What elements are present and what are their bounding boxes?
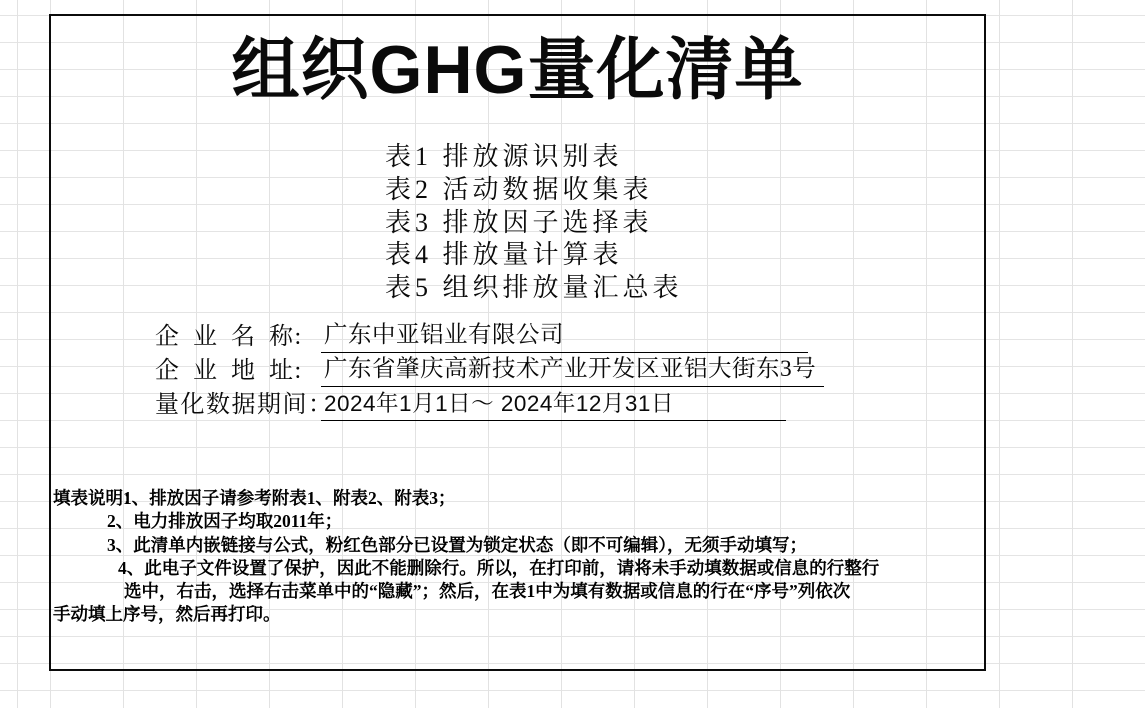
- grid-column-divider: [17, 0, 18, 708]
- instructions-heading: 填表说明：: [53, 488, 141, 508]
- toc-item: 表1 排放源识别表: [385, 142, 623, 171]
- field-row: [155, 354, 824, 388]
- field-label: 企 业 名 称:: [155, 324, 303, 350]
- field-label: 企 业 地 址:: [155, 358, 303, 384]
- table-of-contents: [385, 141, 683, 305]
- field-value-cell[interactable]: 广东中亚铝业有限公司: [321, 320, 808, 353]
- field-value-cell[interactable]: 2024年1月1日～ 2024年12月31日: [321, 388, 786, 421]
- toc-item: 表5 组织排放量汇总表: [385, 273, 683, 303]
- instruction-line: 3、此清单内嵌链接与公式，粉红色部分已设置为锁定状态（即不可编辑），无须手动填写；: [107, 534, 807, 555]
- toc-item: 表2 活动数据收集表: [385, 174, 653, 204]
- field-row: [155, 320, 824, 354]
- instruction-line: 1、排放因子请参考附表1、附表2、附表3；: [123, 488, 456, 508]
- toc-item: 表3 排放因子选择表: [385, 207, 653, 237]
- field-row: [155, 388, 824, 422]
- field-label: 量化数据期间：: [155, 392, 334, 418]
- instruction-line: 4、此电子文件设置了保护，因此不能删除行。所以，在打印前，请将未手动填数据或信息的行整行: [118, 557, 880, 578]
- instruction-line: 手动填上序号，然后再打印。: [53, 604, 281, 625]
- company-info-fields: [155, 320, 824, 422]
- instruction-line: 选中，右击，选择右击菜单中的“隐藏”；然后，在表1中为填有数据或信息的行在“序号”列依次: [124, 581, 851, 602]
- instruction-line: 2、电力排放因子均取2011年；: [107, 511, 343, 532]
- toc-item: 表4 排放量计算表: [385, 240, 623, 270]
- field-value-cell[interactable]: 广东省肇庆高新技术产业开发区亚铝大街东3号: [321, 354, 824, 387]
- fill-instructions: [53, 487, 933, 627]
- page-title: 组织GHG量化清单: [231, 32, 804, 108]
